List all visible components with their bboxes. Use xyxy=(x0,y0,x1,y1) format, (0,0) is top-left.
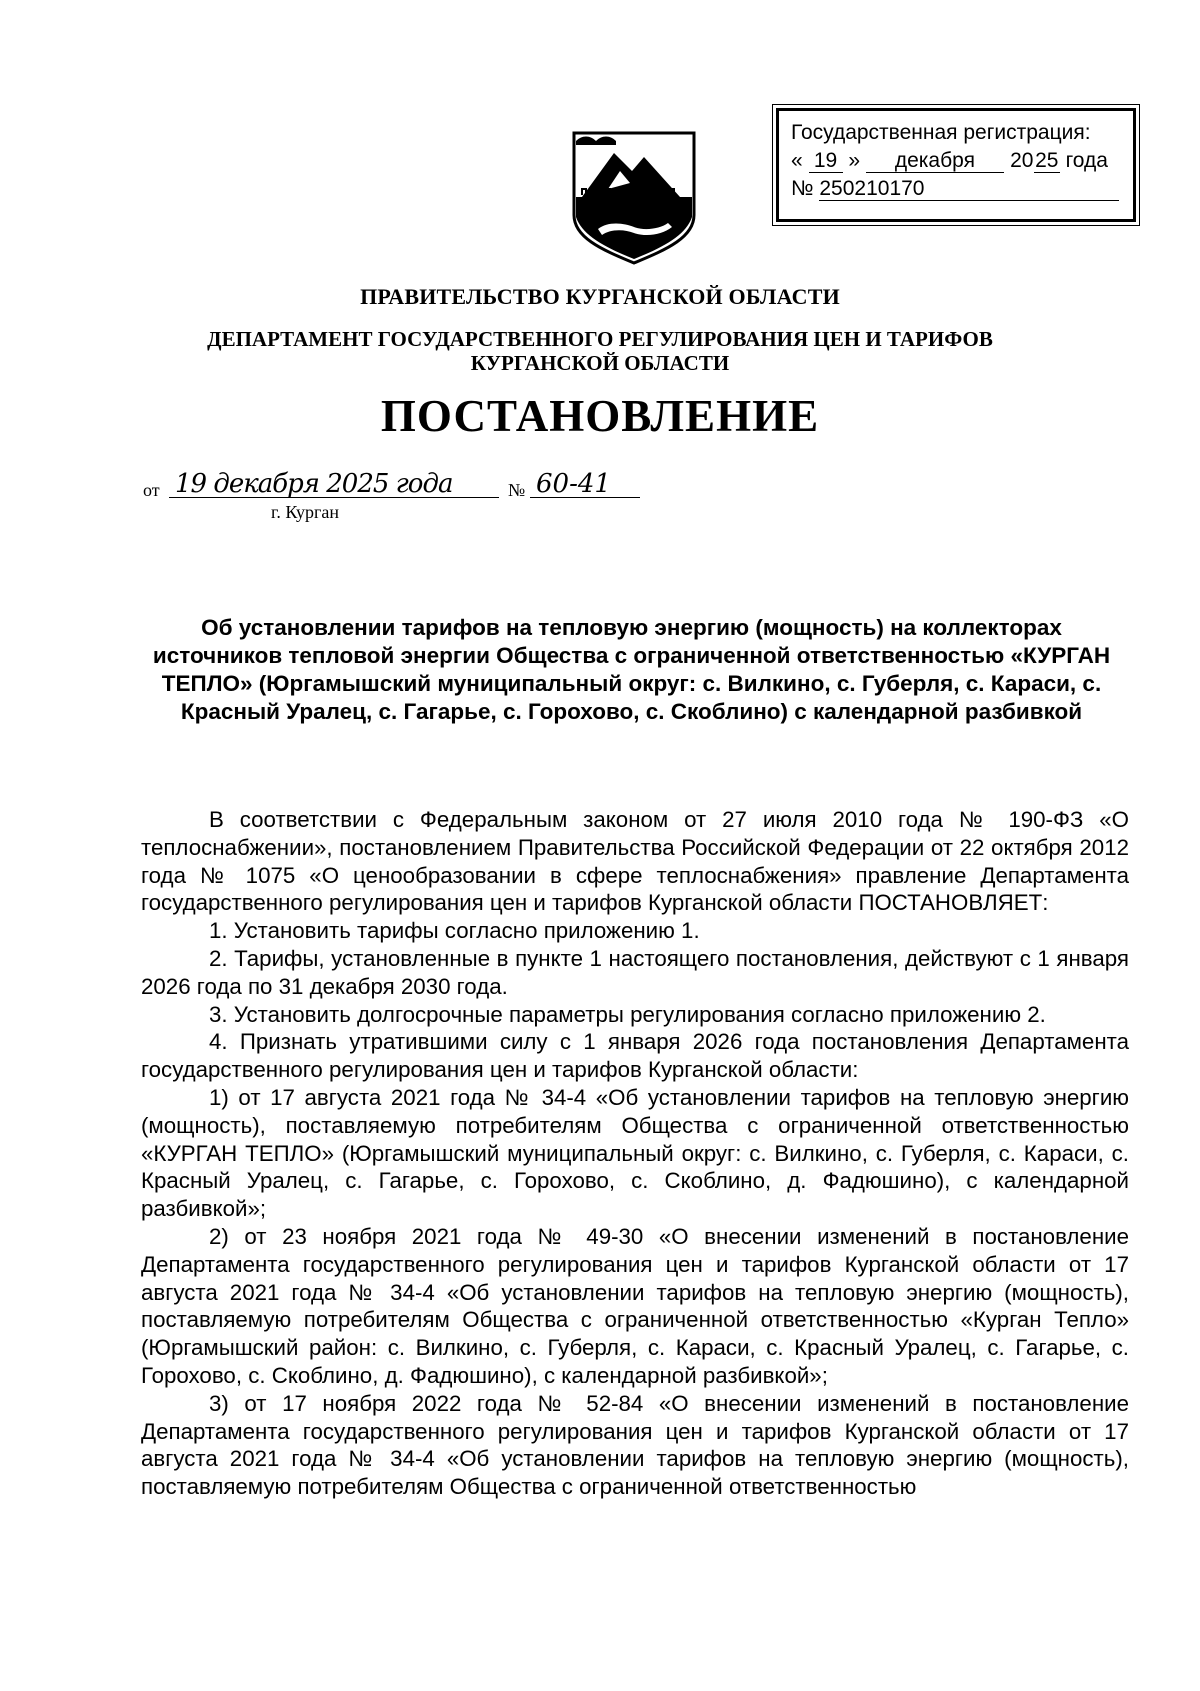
document-subject: Об установлении тарифов на тепловую энергию (мощность) на коллекторах источников тепловой энергии Общества с ограниченной ответственностью «КУРГАН ТЕПЛО» (Юргамышский муниципальный округ: с. Вилкино, с. Губерля, с. Караси, с. Красный Уралец, с. Гагарье, с. Горохово, с. Скоблино) с календарной разбивкой xyxy=(152,615,1111,724)
body-item-1: 1. Установить тарифы согласно приложению 1. xyxy=(209,918,700,944)
handwritten-date: 19 декабря 2025 года xyxy=(169,470,499,498)
department-line-2: КУРГАНСКОЙ ОБЛАСТИ xyxy=(470,351,730,375)
number-label: № xyxy=(508,480,526,500)
registration-stamp xyxy=(776,108,1136,222)
registration-year: 25 xyxy=(1035,149,1059,172)
city-label: г. Курган xyxy=(271,502,340,522)
body-preamble: В соответствии с Федеральным законом от 27 июля 2010 года № 190-ФЗ «О теплоснабжении», постановлением Правительства Российской Федерации от 22 октября 2012 года № 1075 «О ценообразовании в сфере теплоснабжения» правление Департамента государственного регулирования цен и тарифов Курганской области ПОСТАНОВЛЯЕТ: xyxy=(141,807,1129,916)
handwritten-number: 60-41 xyxy=(530,470,640,498)
from-label: от xyxy=(143,480,160,500)
document-type-title: ПОСТАНОВЛЕНИЕ xyxy=(380,391,820,441)
registration-label: Государственная регистрация: xyxy=(791,121,1091,144)
registration-number-value: 250210170 xyxy=(819,178,1119,201)
kurgan-coat-of-arms-icon xyxy=(568,131,700,265)
government-name: ПРАВИТЕЛЬСТВО КУРГАНСКОЙ ОБЛАСТИ xyxy=(360,284,840,309)
department-name xyxy=(0,327,1200,375)
body-subitem-1: 1) от 17 августа 2021 года № 34-4 «Об установлении тарифов на тепловую энергию (мощность), поставляемую потребителям Общества с ограниченной ответственностью «КУРГАН ТЕПЛО» (Юргамышский муниципальный округ: с. Вилкино, с. Губерля, с. Караси, с. Красный Уралец, с. Гагарье, с. Горохово, с. Скоблино, д. Фадюшино), с календарной разбивкой»; xyxy=(141,1084,1129,1222)
document-body xyxy=(141,806,1129,1501)
date-number-line xyxy=(143,470,663,530)
body-item-4: 4. Признать утратившими силу с 1 января 2026 года постановления Департамента государственного регулирования цен и тарифов Курганской области: xyxy=(141,1029,1129,1083)
registration-day: 19 xyxy=(809,150,843,173)
registration-date: « 19 » декабря 2025 года xyxy=(791,149,1108,172)
body-subitem-3: 3) от 17 ноября 2022 года № 52-84 «О внесении изменений в постановление Департамента государственного регулирования цен и тарифов Курганской области от 17 августа 2021 года № 34-4 «Об установлении тарифов на тепловую энергию (мощность), поставляемую потребителям Общества с ограниченной ответственностью xyxy=(141,1390,1129,1500)
registration-number: № 250210170 xyxy=(791,175,1123,203)
body-item-2: 2. Тарифы, установленные в пункте 1 настоящего постановления, действуют с 1 января 2026 года по 31 декабря 2030 года. xyxy=(141,945,1129,999)
body-subitem-2: 2) от 23 ноября 2021 года № 49-30 «О внесении изменений в постановление Департамента государственного регулирования цен и тарифов Курганской области от 17 августа 2021 года № 34-4 «Об установлении тарифов на тепловую энергию (мощность), поставляемую потребителям Общества с ограниченной ответственностью «Курган Тепло» (Юргамышский район: с. Вилкино, с. Губерля, с. Караси, с. Красный Уралец, с. Гагарье, с. Горохово, с. Скоблино, д. Фадюшино), с календарной разбивкой»; xyxy=(141,1223,1129,1388)
body-item-3: 3. Установить долгосрочные параметры регулирования согласно приложению 2. xyxy=(209,1001,1046,1027)
registration-month: декабря xyxy=(866,150,1004,173)
department-line-1: ДЕПАРТАМЕНТ ГОСУДАРСТВЕННОГО РЕГУЛИРОВАНИЯ ЦЕН И ТАРИФОВ xyxy=(207,327,993,351)
